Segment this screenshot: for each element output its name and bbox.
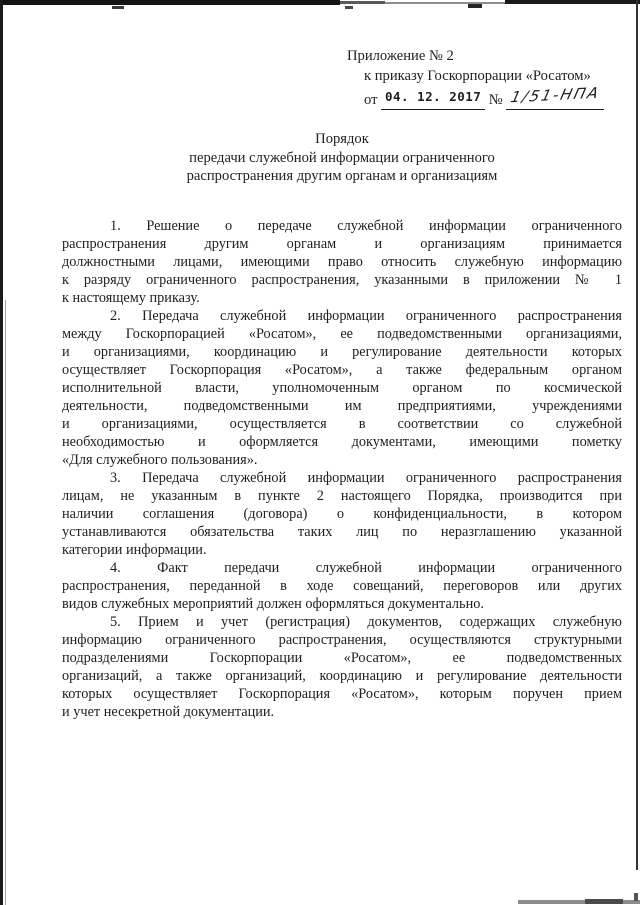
paragraph-line: необходимостью и оформляется документами, имеющими пометку — [62, 434, 622, 450]
paragraph-line: и учет несекретной документации. — [62, 704, 275, 720]
scan-edge-bottom — [518, 900, 640, 904]
paragraph-line: 2. Передача служебной информации ограниченного распространения — [110, 308, 622, 324]
paragraph-4 — [62, 559, 622, 613]
date-underline — [381, 88, 485, 110]
handwritten-number: 1/51-НПА — [509, 83, 603, 107]
scan-speck — [634, 893, 638, 901]
paragraph-line: 1. Решение о передаче служебной информации ограниченного — [110, 218, 622, 234]
scan-edge-bottom-segment — [585, 899, 623, 904]
paragraph-line: между Госкорпорацией «Росатом», ее подведомственными организациями, — [62, 326, 622, 342]
scan-edge-top-segment — [385, 2, 505, 4]
paragraph-line: и организациями, осуществляется в соответствии со служебной — [62, 416, 622, 432]
paragraph-line: информацию ограниченного распространения, осуществляются структурными — [62, 632, 622, 648]
paragraph-line: наличии соглашения (договора) о конфиденциальности, в котором — [62, 506, 622, 522]
paragraph-line: и организациями, координацию и регулирование деятельности которых — [62, 344, 622, 360]
paragraph-line: 3. Передача служебной информации ограниченного распространения — [110, 470, 622, 486]
scan-edge-top-segment — [0, 0, 340, 5]
paragraph-line: устанавливаются обязательства таких лиц по неразглашению указанной — [62, 524, 622, 540]
paragraph-line: подразделениями Госкорпорации «Росатом», ее подведомственных — [62, 650, 622, 666]
date-prefix: от — [364, 92, 378, 108]
scan-speck — [112, 6, 124, 9]
paragraph-line: распространения, переданной в ходе совещаний, переговоров или других — [62, 578, 622, 594]
paragraph-line: 5. Прием и учет (регистрация) документов, содержащих служебную — [110, 614, 622, 630]
paragraph-5 — [62, 613, 622, 721]
appendix-label: Приложение № 2 — [347, 48, 454, 64]
scan-edge-right — [636, 0, 638, 870]
paragraph-line: видов служебных мероприятий должен оформляться документально. — [62, 596, 484, 612]
document-title — [62, 130, 622, 186]
scan-edge-left — [0, 0, 3, 905]
paragraph-line: распространения другим органам и организациям принимается — [62, 236, 622, 252]
scan-edge-top-segment — [340, 1, 385, 4]
paragraph-line: к настоящему приказу. — [62, 290, 200, 306]
paragraph-line: лицам, не указанным в пункте 2 настоящего Порядка, производится при — [62, 488, 622, 504]
paragraph-2 — [62, 307, 622, 469]
scan-speck — [468, 4, 482, 8]
number-sign: № — [488, 92, 503, 108]
document-title-line2: передачи служебной информации ограниченного — [189, 149, 495, 166]
document-title-line1: Порядок — [315, 131, 369, 147]
paragraph-line: организаций, а также организаций, координацию и регулирование деятельности — [62, 668, 622, 684]
order-reference: к приказу Госкорпорации «Росатом» — [364, 68, 591, 84]
paragraph-3 — [62, 469, 622, 559]
paragraph-line: 4. Факт передачи служебной информации ограниченного — [110, 560, 622, 576]
stamped-date: 04. 12. 2017 — [384, 89, 482, 104]
appendix-header — [347, 46, 604, 110]
paragraph-line: которых осуществляет Госкорпорация «Росатом», которым поручен прием — [62, 686, 622, 702]
paragraph-line: к разряду ограниченного распространения, указанными в приложении № 1 — [62, 272, 622, 288]
paragraph-line: осуществляет Госкорпорация «Росатом», а также федеральным органом — [62, 362, 622, 378]
paragraph-line: категории информации. — [62, 542, 207, 558]
document-body — [62, 217, 622, 721]
paragraph-line: деятельности, подведомственными им предприятиями, учреждениями — [62, 398, 622, 414]
order-date-number-line — [364, 83, 604, 110]
document-title-line3: распространения другим органам и организациям — [186, 168, 498, 184]
paragraph-1 — [62, 217, 622, 307]
scan-edge-top-segment — [505, 0, 640, 4]
paragraph-line: должностными лицами, имеющими право относить служебную информацию — [62, 254, 622, 270]
scan-edge-left-shadow — [5, 300, 6, 905]
paragraph-line: исполнительной власти, уполномоченным органом по космической — [62, 380, 622, 396]
scan-speck — [345, 6, 353, 9]
number-underline — [506, 83, 604, 110]
paragraph-line: «Для служебного пользования». — [62, 452, 258, 468]
